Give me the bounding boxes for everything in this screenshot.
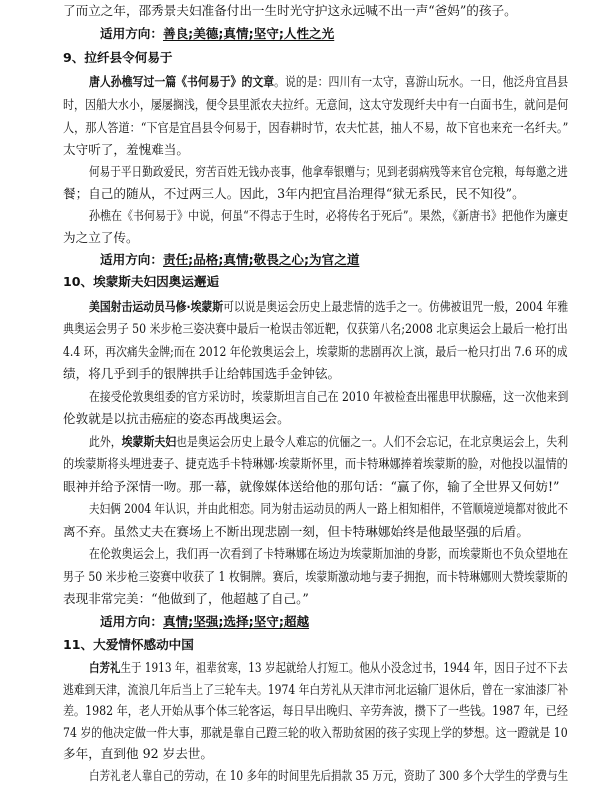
body-line: 逃难到天津，流浪几年后当上了三轮车夫。1974 年白芳礼从天津市河北运输厂退休后，曾在一家油漆厂补 <box>63 681 569 697</box>
body-line: 夫妇俩 2004 年认识，并由此相恋。同为射击运动员的两人一路上相知相伴，不管顺境逆境都对彼此不 <box>89 501 568 517</box>
body-line: 白芳礼生于 1913 年，祖辈贫寒，13 岁起就给人打短工。他从小没念过书，1944 年，因日子过不下去 <box>89 660 568 676</box>
section-heading: 11、大爱情怀感动中国 <box>63 636 194 652</box>
section-heading: 9、拉纤县令何易于 <box>63 49 173 65</box>
body-line: 白芳礼老人靠自己的劳动，在 10 多年的时间里先后捐款 35 万元，资助了 300 多个大学生的学费与生 <box>89 768 569 783</box>
applicable-direction-line: 适用方向：善良;美德;真情;坚守;人性之光 <box>100 26 335 42</box>
body-line: 多年，直到他 92 岁去世。 <box>63 746 213 762</box>
body-line: 孙樵在《书何易于》中说，何虽“不得志于生时，必将传名于死后”。果然，《新唐书》把他作为廉吏 <box>89 207 569 223</box>
body-line: 差。1982 年，老人开始从事个体三轮客运，每日早出晚归、辛劳奔波，攒下了一些钱。1987 年，已经 <box>63 703 568 719</box>
body-line: 时，因船大水小，屡屡搁浅，便令县里派农夫拉纤。无意间，这太守发现纤夫中有一白面书生，就问是何 <box>63 96 569 112</box>
body-line: 在接受伦敦奥组委的官方采访时，埃蒙斯坦言自己在 2010 年被检查出罹患甲状腺癌，这一次他来到 <box>89 388 569 404</box>
body-line: 4.4 环，再次痛失金牌;而在 2012 年伦敦奥运会上，埃蒙斯的悲剧再次上演，最后一枪只打出 7.6 环的成 <box>63 343 568 359</box>
body-line: 为之立了传。 <box>63 229 139 245</box>
applicable-direction-line: 适用方向：责任;品格;真情;敬畏之心;为官之道 <box>100 251 360 267</box>
body-line: 太守听了，羞愧难当。 <box>63 142 189 158</box>
body-line: 离不弃。虽然丈夫在赛场上不断出现悲剧一刻，但卡特琳娜始终是他最坚强的后盾。 <box>63 523 529 539</box>
section-heading: 10、埃蒙斯夫妇因奥运邂逅 <box>63 274 220 290</box>
body-line: 餐；自己的随从，不过两三人。因此，3年内把宜昌治理得“狱无系民，民不知役”。 <box>63 186 525 202</box>
applicable-direction-line: 适用方向：真情;坚强;选择;坚守;超越 <box>100 614 310 630</box>
body-line: 绩，将几乎到手的银牌拱手让给韩国选手金钟铉。 <box>63 366 341 382</box>
body-line: 美国射击运动员马修·埃蒙斯可以说是奥运会历史上最悲情的选手之一。仿佛被诅咒一般，2004 年雅 <box>89 298 569 314</box>
body-line: 何易于平日勤政爱民，穷苦百姓无钱办丧事，他拿奉银赠与；见到老弱病残等来官仓完粮，每每邀之进 <box>89 163 568 179</box>
body-line: 了而立之年，邵秀景夫妇准备付出一生时光守护这永远喊不出一声“爸妈”的孩子。 <box>63 2 517 18</box>
body-line: 74 岁的他决定做一件大事，那就是靠自己蹬三轮的收入帮助贫困的孩子实现上学的梦想。这一蹬就是 10 <box>63 724 568 740</box>
body-line: 典奥运会男子 50 米步枪三姿决赛中最后一枪误击邻近靶，仅获第八名;2008 北京奥运会上最后一枪打出 <box>63 321 568 337</box>
body-line: 表现非常完美：“他做到了，他超越了自己。” <box>63 591 309 606</box>
body-line: 的埃蒙斯将头埋进妻子、捷克选手卡特琳娜·埃蒙斯怀里，而卡特琳娜捧着埃蒙斯的脸，对他投以温情的 <box>63 456 568 472</box>
body-line: 人，那人答道：“下官是宜昌县令何易于，因春耕时节，农夫忙甚，抽人不易，故下官也来充一名纤夫。” <box>63 119 569 135</box>
body-line: 男子 50 米步枪三姿赛中收获了 1 枚铜牌。赛后，埃蒙斯激动地与妻子拥抱，而卡特琳娜则大赞埃蒙斯的 <box>63 568 568 584</box>
body-line: 眼神并给予深情一吻。那一幕，就像媒体送给他的那句话：“赢了你，输了全世界又何妨!” <box>63 478 560 494</box>
body-line: 伦敦就是以抗击癌症的姿态再战奥运会。 <box>63 411 290 427</box>
body-line: 此外，埃蒙斯夫妇也是奥运会历史上最令人难忘的伉俪之一。人们不会忘记，在北京奥运会上，失利 <box>89 433 569 449</box>
body-line: 唐人孙樵写过一篇《书何易于》的文章。说的是：四川有一太守，喜游山玩水。一日，他泛舟宜昌县 <box>89 74 569 90</box>
body-line: 在伦敦奥运会上，我们再一次看到了卡特琳娜在场边为埃蒙斯加油的身影，而埃蒙斯也不负众望地在 <box>89 546 569 562</box>
